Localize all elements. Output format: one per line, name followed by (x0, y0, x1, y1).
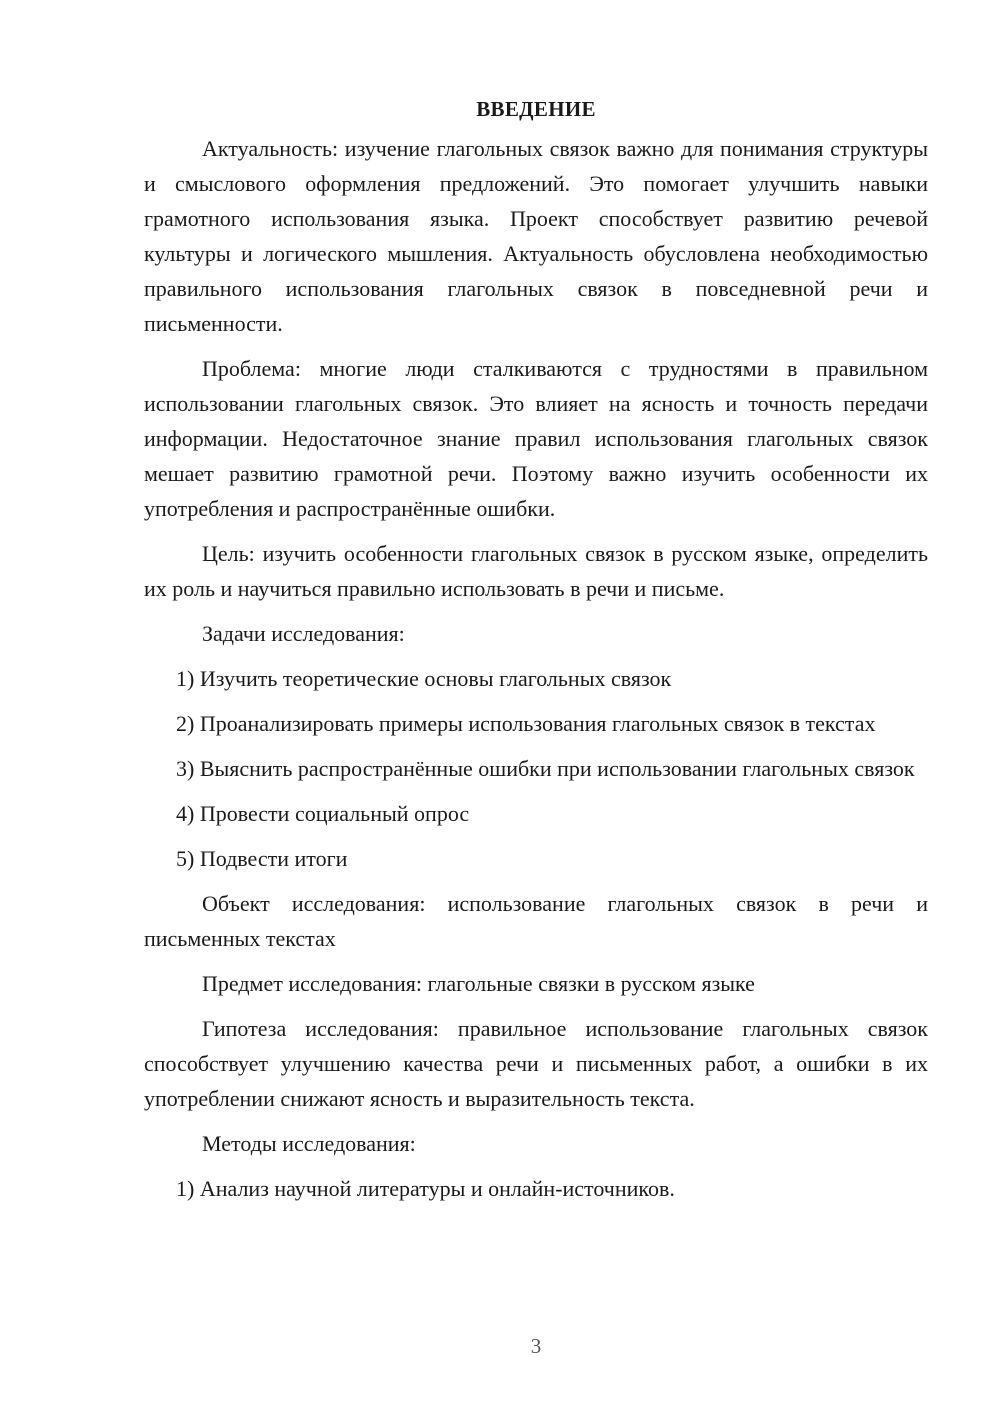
section-title: ВВЕДЕНИЕ (476, 97, 596, 121)
page-number: 3 (530, 1334, 542, 1358)
problem-paragraph: Проблема: многие люди сталкиваются с трудностями в правильном использовании глагольных связок. Это влияет на ясность и точность передачи информации. Недостаточное знание правил использования глагольных связок мешает развитию грамотной речи. Поэтому важно изучить особенности их употребления и распространённые ошибки. (144, 356, 928, 521)
goal-paragraph: Цель: изучить особенности глагольных связок в русском языке, определить их роль и научиться правильно использовать в речи и письме. (144, 541, 928, 601)
hypothesis-paragraph: Гипотеза исследования: правильное использование глагольных связок способствует улучшению качества речи и письменных работ, а ошибки в их употреблении снижают ясность и выразительность текста. (144, 1016, 928, 1111)
task-item: 3) Выяснить распространённые ошибки при использовании глагольных связок (176, 756, 915, 781)
subject-paragraph: Предмет исследования: глагольные связки в русском языке (202, 971, 755, 996)
task-item: 4) Провести социальный опрос (176, 801, 470, 826)
task-item: 5) Подвести итоги (176, 846, 348, 871)
methods-heading: Методы исследования: (202, 1131, 416, 1156)
document-page (144, 92, 928, 1216)
tasks-heading: Задачи исследования: (202, 621, 405, 646)
relevance-paragraph: Актуальность: изучение глагольных связок важно для понимания структуры и смыслового оформления предложений. Это помогает улучшить навыки грамотного использования языка. Проект способствует развитию речевой культуры и логического мышления. Актуальность обусловлена необходимостью правильного использования глагольных связок в повседневной речи и письменности. (144, 136, 928, 336)
method-item: 1) Анализ научной литературы и онлайн-источников. (176, 1176, 675, 1201)
task-item: 1) Изучить теоретические основы глагольных связок (176, 666, 672, 691)
task-item: 2) Проанализировать примеры использования глагольных связок в текстах (176, 711, 876, 736)
object-paragraph: Объект исследования: использование глагольных связок в речи и письменных текстах (144, 891, 928, 951)
